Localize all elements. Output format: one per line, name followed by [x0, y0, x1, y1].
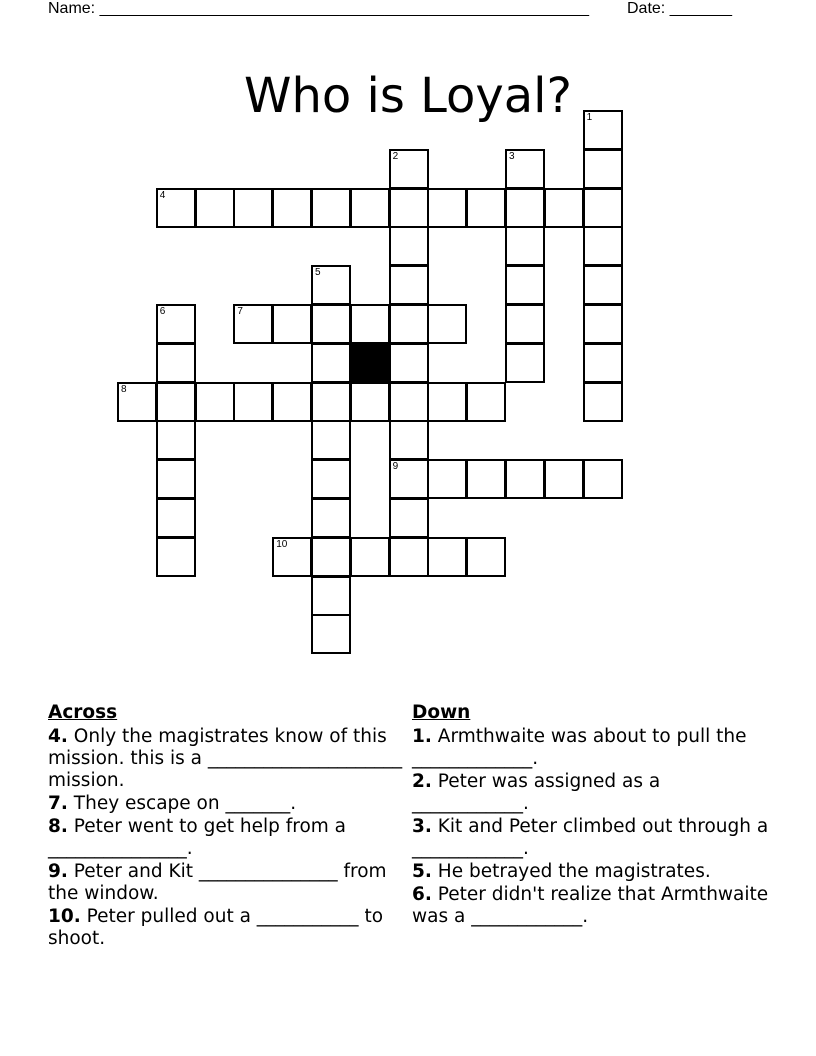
grid-cell[interactable] [427, 382, 467, 422]
clue-number: 10 [276, 538, 288, 550]
grid-cell[interactable] [389, 498, 429, 538]
grid-cell[interactable] [466, 188, 506, 228]
clue-text: Armthwaite was about to pull the _____________. [412, 726, 747, 769]
grid-cell[interactable] [389, 537, 429, 577]
clue-number: 5 [315, 267, 321, 279]
clue-number: 8 [121, 383, 127, 395]
grid-cell[interactable] [156, 382, 196, 422]
grid-cell[interactable] [311, 188, 351, 228]
grid-cell[interactable] [505, 226, 545, 266]
clue-text: Peter was assigned as a ____________. [412, 771, 661, 814]
down-clue [412, 861, 782, 883]
across-clue-list [48, 726, 408, 950]
grid-cell[interactable] [233, 188, 273, 228]
grid-cell[interactable] [233, 304, 273, 344]
clue-text: Kit and Peter climbed out through a ____________. [412, 816, 769, 859]
down-clue [412, 884, 782, 928]
grid-cell[interactable] [389, 226, 429, 266]
grid-cell[interactable] [156, 188, 196, 228]
grid-cell[interactable] [350, 382, 390, 422]
grid-cell[interactable] [583, 459, 623, 499]
across-clue [48, 726, 408, 792]
grid-cell[interactable] [466, 382, 506, 422]
clue-text: Peter pulled out a ___________ to shoot. [48, 906, 384, 949]
grid-cell[interactable] [311, 343, 351, 383]
date-field-label: Date: _______ [627, 0, 732, 17]
clue-number: 3 [509, 150, 515, 162]
grid-cell[interactable] [505, 343, 545, 383]
grid-cell[interactable] [311, 265, 351, 305]
across-clue [48, 861, 408, 905]
across-heading: Across [48, 702, 118, 723]
grid-cell[interactable] [505, 188, 545, 228]
grid-cell[interactable] [311, 614, 351, 654]
down-clues [412, 702, 782, 929]
clue-text: Peter didn't realize that Armthwaite was a ____________. [412, 884, 769, 927]
grid-cell[interactable] [195, 188, 235, 228]
grid-cell[interactable] [311, 382, 351, 422]
grid-cell[interactable] [195, 382, 235, 422]
clue-number: 6 [159, 306, 166, 317]
grid-cell[interactable] [505, 149, 545, 189]
grid-cell[interactable] [583, 110, 623, 150]
name-field-label: Name: _______________________________________________________ [48, 0, 589, 17]
clue-text: Only the magistrates know of this mission. this is a _____________________ mission. [48, 726, 403, 791]
clue-text: He betrayed the magistrates. [431, 861, 711, 882]
clue-number: 7 [237, 306, 243, 317]
grid-cell[interactable] [583, 226, 623, 266]
clue-number: 4 [159, 189, 166, 201]
grid-cell[interactable] [583, 343, 623, 383]
grid-cell[interactable] [117, 382, 157, 422]
grid-cell[interactable] [389, 304, 429, 344]
clue-number: 1. [412, 726, 432, 747]
down-clue-list [412, 726, 782, 928]
clue-number: 10. [48, 906, 81, 927]
grid-cell[interactable] [583, 265, 623, 305]
grid-cell[interactable] [156, 343, 196, 383]
clue-number: 8. [48, 816, 68, 837]
down-clue [412, 771, 782, 815]
grid-cell[interactable] [350, 537, 390, 577]
grid-cell[interactable] [583, 149, 623, 189]
grid-cell[interactable] [505, 265, 545, 305]
clue-number: 9 [392, 461, 399, 473]
grid-cell[interactable] [311, 576, 351, 616]
down-heading: Down [412, 702, 471, 723]
grid-cell[interactable] [156, 459, 196, 499]
grid-cell[interactable] [389, 343, 429, 383]
grid-cell[interactable] [311, 537, 351, 577]
grid-cell[interactable] [350, 188, 390, 228]
across-clue [48, 793, 408, 815]
across-clue [48, 816, 408, 860]
across-clue [48, 906, 408, 950]
clue-text: They escape on _______. [67, 793, 297, 814]
grid-cell[interactable] [311, 459, 351, 499]
grid-cell[interactable] [544, 188, 584, 228]
grid-cell[interactable] [505, 459, 545, 499]
grid-cell[interactable] [389, 265, 429, 305]
grid-cell[interactable] [156, 537, 196, 577]
clue-number: 6. [412, 884, 432, 905]
down-clue [412, 816, 782, 860]
grid-cell[interactable] [427, 537, 467, 577]
grid-cell[interactable] [272, 304, 312, 344]
grid-cell[interactable] [233, 382, 273, 422]
grid-cell[interactable] [389, 188, 429, 228]
grid-cell[interactable] [583, 304, 623, 344]
grid-cell[interactable] [156, 304, 196, 344]
grid-cell[interactable] [389, 382, 429, 422]
grid-cell[interactable] [427, 304, 467, 344]
clue-number: 1 [586, 112, 593, 123]
across-clues [48, 702, 408, 951]
grid-cell[interactable] [427, 188, 467, 228]
grid-cell[interactable] [311, 420, 351, 460]
grid-cell[interactable] [583, 382, 623, 422]
black-cell [350, 343, 390, 383]
grid-cell[interactable] [272, 188, 312, 228]
clue-number: 3. [412, 816, 432, 837]
grid-cell[interactable] [311, 498, 351, 538]
clue-number: 2 [392, 150, 399, 162]
page-title: Who is Loyal? [243, 68, 572, 125]
grid-cell[interactable] [389, 459, 429, 499]
grid-cell[interactable] [466, 459, 506, 499]
grid-cell[interactable] [427, 459, 467, 499]
clue-number: 9. [48, 861, 68, 882]
grid-cell[interactable] [583, 188, 623, 228]
grid-cell[interactable] [389, 149, 429, 189]
clue-number: 5. [412, 861, 432, 882]
grid-cell[interactable] [350, 304, 390, 344]
grid-cell[interactable] [272, 537, 312, 577]
grid-cell[interactable] [466, 537, 506, 577]
down-clue [412, 726, 782, 770]
clue-number: 4. [48, 726, 68, 747]
grid-cell[interactable] [505, 304, 545, 344]
grid-cell[interactable] [272, 382, 312, 422]
clue-number: 7. [48, 793, 68, 814]
grid-cell[interactable] [544, 459, 584, 499]
grid-cell[interactable] [389, 420, 429, 460]
clue-text: Peter went to get help from a _______________. [48, 816, 347, 859]
clue-text: Peter and Kit _______________ from the window. [48, 861, 387, 904]
grid-cell[interactable] [156, 420, 196, 460]
grid-cell[interactable] [311, 304, 351, 344]
clue-number: 2. [412, 771, 432, 792]
grid-cell[interactable] [156, 498, 196, 538]
